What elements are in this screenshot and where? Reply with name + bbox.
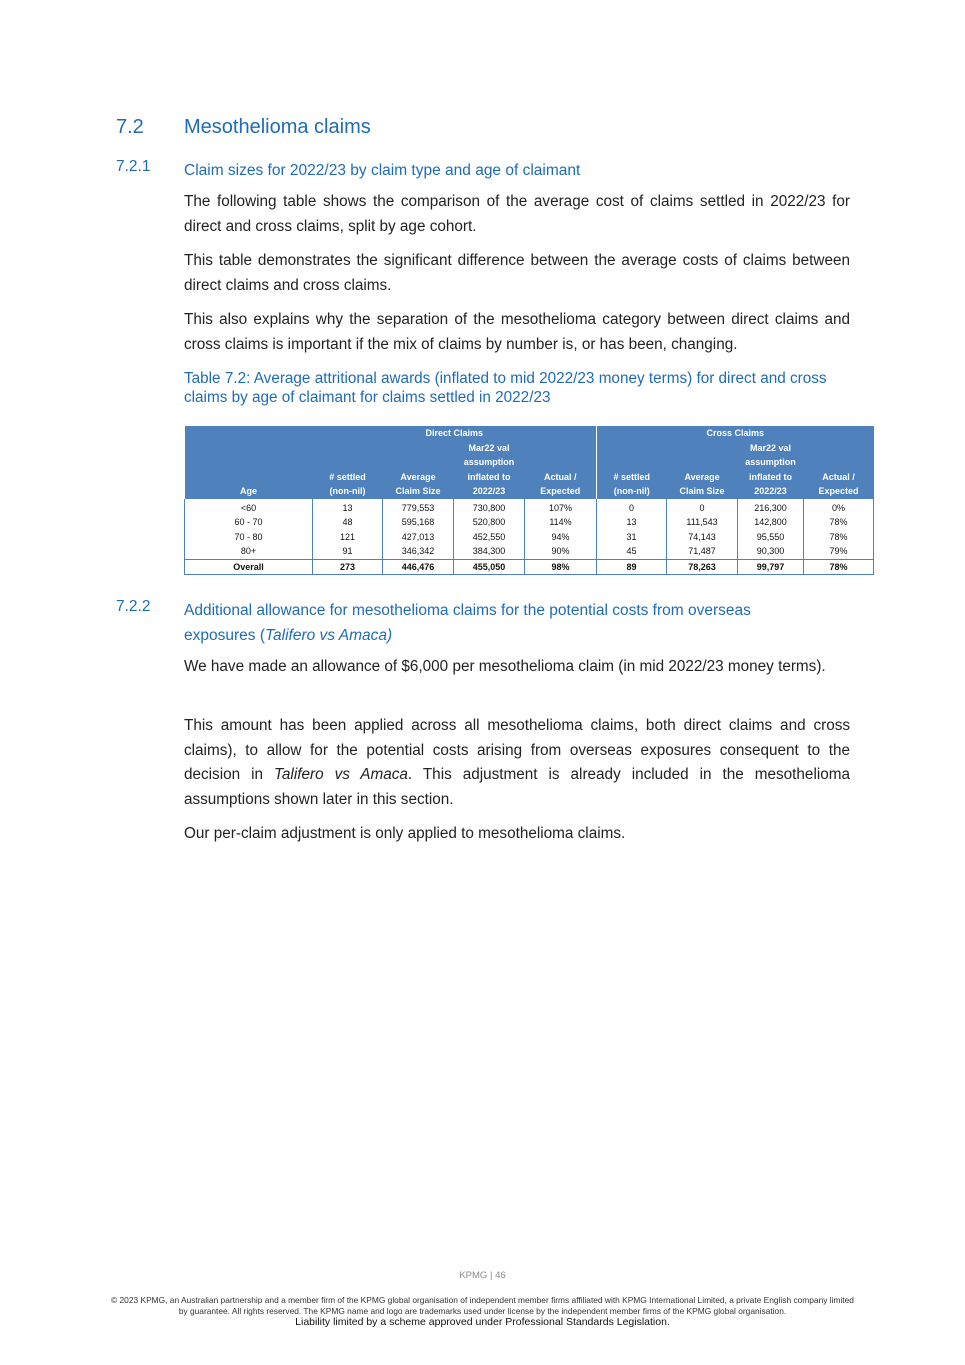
paragraph: We have made an allowance of $6,000 per mesothelioma claim (in mid 2022/23 money terms). — [184, 658, 826, 675]
cell-age: <60 — [185, 499, 313, 515]
subsection-number: 7.2.1 — [116, 158, 151, 175]
col-header-ae: Actual / Expected — [804, 441, 874, 499]
cell-direct-mar22: 452,550 — [454, 530, 525, 544]
paragraph: This also explains why the separation of the mesothelioma category between direct claims and cross claims is important if the mix of claims by number is, or has been, changing. — [184, 311, 850, 353]
cell-age: 70 - 80 — [185, 530, 313, 544]
cell-direct-settled: 13 — [313, 499, 383, 515]
cell-cross-ae: 78% — [804, 515, 874, 529]
cell-cross-settled: 0 — [597, 499, 667, 515]
group-header-direct: Direct Claims — [313, 426, 597, 441]
cell-cross-mar22: 99,797 — [738, 559, 804, 574]
page-number: KPMG | 46 — [459, 1270, 506, 1281]
cell-direct-ae: 90% — [525, 544, 597, 559]
cell-cross-mar22: 142,800 — [738, 515, 804, 529]
col-header-mar22: Mar22 val assumption inflated to 2022/23 — [454, 441, 525, 499]
cell-direct-average: 446,476 — [383, 559, 454, 574]
cell-direct-mar22: 730,800 — [454, 499, 525, 515]
subsection-title: Additional allowance for mesothelioma claims for the potential costs from overseas exposures (Talifero vs Amaca) — [184, 602, 751, 644]
cell-age: 60 - 70 — [185, 515, 313, 529]
cell-cross-mar22: 216,300 — [738, 499, 804, 515]
subsection-number: 7.2.2 — [116, 598, 151, 615]
paragraph: Our per-claim adjustment is only applied to mesothelioma claims. — [184, 825, 626, 842]
cell-direct-average: 427,013 — [383, 530, 454, 544]
cell-direct-ae: 107% — [525, 499, 597, 515]
copyright-notice: © 2023 KPMG, an Australian partnership and a member firm of the KPMG global organisation of independent member firms affiliated with KPMG International Limited, a private English company limited by guarantee. All rights reserved. The KPMG name and logo are trademarks used under license by the independent member firms of the KPMG global organisation. — [111, 1295, 854, 1316]
cell-cross-ae: 0% — [804, 499, 874, 515]
cell-cross-average: 74,143 — [667, 530, 738, 544]
cell-direct-ae: 114% — [525, 515, 597, 529]
cell-age: Overall — [185, 559, 313, 574]
cell-cross-average: 111,543 — [667, 515, 738, 529]
table-caption: Table 7.2: Average attritional awards (inflated to mid 2022/23 money terms) for direct and cross claims by age of claimant for claims settled in 2022/23 — [184, 370, 827, 406]
cell-direct-average: 346,342 — [383, 544, 454, 559]
col-header-ae: Actual / Expected — [525, 441, 597, 499]
cell-direct-settled: 48 — [313, 515, 383, 529]
header-blank — [185, 426, 313, 441]
cell-cross-ae: 79% — [804, 544, 874, 559]
group-header-cross: Cross Claims — [597, 426, 874, 441]
subsection-title: Claim sizes for 2022/23 by claim type and age of claimant — [184, 162, 581, 179]
cell-cross-average: 0 — [667, 499, 738, 515]
cell-cross-ae: 78% — [804, 559, 874, 574]
cell-cross-settled: 31 — [597, 530, 667, 544]
cell-direct-settled: 91 — [313, 544, 383, 559]
cell-direct-settled: 121 — [313, 530, 383, 544]
col-header-average: Average Claim Size — [667, 441, 738, 499]
cell-cross-settled: 89 — [597, 559, 667, 574]
liability-notice: Liability limited by a scheme approved under Professional Standards Legislation. — [295, 1316, 670, 1328]
cell-direct-mar22: 455,050 — [454, 559, 525, 574]
claims-table — [184, 426, 874, 575]
table-row-overall — [185, 559, 874, 574]
cell-direct-settled: 273 — [313, 559, 383, 574]
col-header-average: Average Claim Size — [383, 441, 454, 499]
cell-direct-average: 595,168 — [383, 515, 454, 529]
cell-direct-ae: 94% — [525, 530, 597, 544]
paragraph: This table demonstrates the significant difference between the average costs of claims between direct claims and cross claims. — [184, 252, 850, 294]
table-row — [185, 530, 874, 544]
paragraph: The following table shows the comparison of the average cost of claims settled in 2022/23 for direct and cross claims, split by age cohort. — [184, 193, 850, 235]
cell-cross-mar22: 95,550 — [738, 530, 804, 544]
col-header-age: Age — [185, 441, 313, 499]
cell-cross-average: 71,487 — [667, 544, 738, 559]
cell-direct-ae: 98% — [525, 559, 597, 574]
table-row — [185, 515, 874, 529]
cell-cross-ae: 78% — [804, 530, 874, 544]
cell-direct-average: 779,553 — [383, 499, 454, 515]
col-header-mar22: Mar22 val assumption inflated to 2022/23 — [738, 441, 804, 499]
cell-age: 80+ — [185, 544, 313, 559]
cell-cross-settled: 45 — [597, 544, 667, 559]
cell-cross-settled: 13 — [597, 515, 667, 529]
cell-cross-average: 78,263 — [667, 559, 738, 574]
table-row — [185, 499, 874, 515]
cell-direct-mar22: 520,800 — [454, 515, 525, 529]
col-header-settled: # settled (non-nil) — [313, 441, 383, 499]
col-header-settled: # settled (non-nil) — [597, 441, 667, 499]
section-number: 7.2 — [116, 116, 144, 138]
table-row — [185, 544, 874, 559]
section-title: Mesothelioma claims — [184, 116, 371, 138]
paragraph: This amount has been applied across all mesothelioma claims, both direct claims and cross claims), to allow for the potential costs arising from overseas exposures consequent to the decision in Talifero vs Amaca. This adjustment is already included in the mesothelioma assumptions shown later in this section. — [184, 717, 850, 808]
cell-direct-mar22: 384,300 — [454, 544, 525, 559]
cell-cross-mar22: 90,300 — [738, 544, 804, 559]
